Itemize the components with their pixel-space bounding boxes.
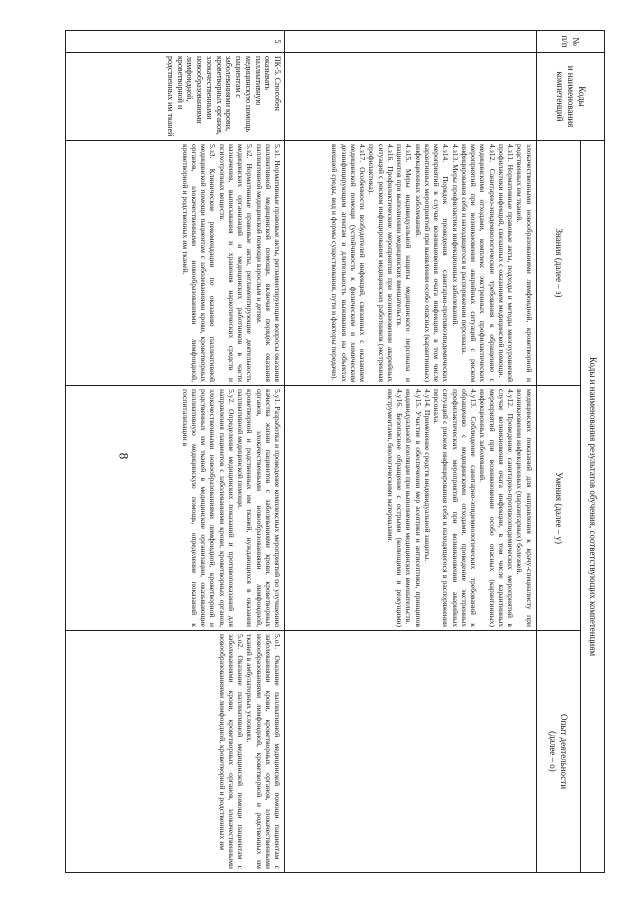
row-experience [285,631,536,873]
row-skills: 5.у1. Разработка и проведение комплексных мероприятий по улучшению качества жизни пациентов с заболеваниями крови, кроветворных органов, злокачественными новообразованиями лимфоидной, кроветворной и родственных им тканей, нуждающихся в оказании паллиативной медицинской помощи. 5.у2. Определение медицинских показаний и противопоказаний для направления пациентов с заболеваниями крови, кроветворных органов, злокачественными новообразованиями лимфоидной, кроветворной и родственных им тканей в медицинские организации, оказывающие паллиативную медицинскую помощь, определение показаний к госпитализации в [66,386,285,631]
row-num [285,31,536,53]
header-knowledge: Знания (далее – з) [536,141,580,386]
header-experience: Опыт деятельности (далее – о) [536,631,580,873]
row-experience: 5.о1. Оказание паллиативной медицинской помощи пациентам с заболеваниями крови, кроветворных органов, злокачественными новообразованиями лимфоидной, кроветворной и родственных им тканей в амбулаторных условиях. 5.о2. Оказание паллиативной медицинской помощи пациентам с заболеваниями крови, кроветворных органов, злокачественными новообразованиями лимфоидной, кроветворной и родственных им [66,631,285,873]
row-knowledge: злокачественными новообразованиями лимфоидной, кроветворной и родственных им тканей. 4.з11. Нормативные правовые акты, подходы и методы многоуровневой профилактики инфекций, связанных с оказанием медицинской помощи. 4.з12. Санитарно-эпидемиологические требования к обращению с медицинскими отходами, комплекс экстренных профилактических мероприятий при возникновении аварийных ситуаций с риском инфицирования себя и находящегося в распоряжении персонала. 4.з13. Меры профилактики инфекционных заболеваний. 4.з14. Порядок проведения санитарно-противоэпидемических мероприятий в случае возникновения очага инфекции, в том числе карантинных мероприятий при выявлении особо опасных (карантинных) инфекционных заболеваний. 4.з15. Меры индивидуальной защиты медицинского персонала и пациентов при выполнении медицинских вмешательств. 4.з16. Профилактические мероприятия при возникновении аварийных ситуаций с риском инфицирования медицинских работников (экстренная профилактика). 4.з17. Особенности возбудителей инфекций, связанных с оказанием медицинской помощи (устойчивость к физическим и химическим дезинфицирующим агентам и длительность выживания на объектах внешней среды, вид и формы существования, пути и факторы передачи). [285,141,536,386]
header-num: № п/п [536,31,604,53]
header-skills: Умения (далее – у) [536,386,580,631]
table-row [66,31,285,873]
row-code [285,53,536,141]
row-knowledge: 5.з1. Нормативные правовые акты, регламентирующие вопросы оказания паллиативной медицинской помощи, включая порядок оказания паллиативной медицинской помощи взрослым и детям. 5.з2. Нормативные правовые акты, регламентирующие деятельность медицинских организаций и медицинских работников в части назначения, выписывания и хранения наркотических средств и психотропных веществ. 5.з3. Клинические рекомендации по оказанию паллиативной медицинской помощи пациентам с заболеваниями крови, кроветворных органов, злокачественными новообразованиями лимфоидной, кроветворной и родственных им тканей. [66,141,285,386]
row-num: 5 [66,31,285,53]
table-row [285,31,536,873]
competency-table [65,30,605,873]
row-code: ПК-5. Способен оказывать паллиативную медицинскую помощь пациентам с заболеваниями крови, кроветворных органов, злокачественными новообразованиями лимфоидной, кроветворной и родственных им тканей [66,53,285,141]
page-number: 8 [116,452,132,460]
row-skills: медицинских показаний для направления к врачу-специалисту при возникновении инфекционных (паразитарных) болезней. 4.у12. Проведение санитарно-противоэпидемических мероприятий в случае возникновения очага инфекции, в том числе карантинных мероприятий при возникновении особо опасных (карантинных) инфекционных заболеваний. 4.у13. Соблюдение санитарно-эпидемиологических требований к обращению с медицинскими отходами, проведение экстренных профилактических мероприятий при возникновении аварийных ситуаций с риском инфицирования себя и находящегося в распоряжении персонала. 4.у14. Применение средств индивидуальной защиты. 4.у15. Участие в обеспечении мер асептики и антисептики, принципов индивидуальной изоляции при выполнении медицинских вмешательств. 4.у16. Безопасное обращение с острыми (колющими и режущими) инструментами, биологическими материалами. [285,386,536,631]
header-codes: Коды и наименования компетенций [536,53,604,141]
header-group-title: Коды и наименования результатов обучения, соответствующих компетенциям [580,141,604,873]
